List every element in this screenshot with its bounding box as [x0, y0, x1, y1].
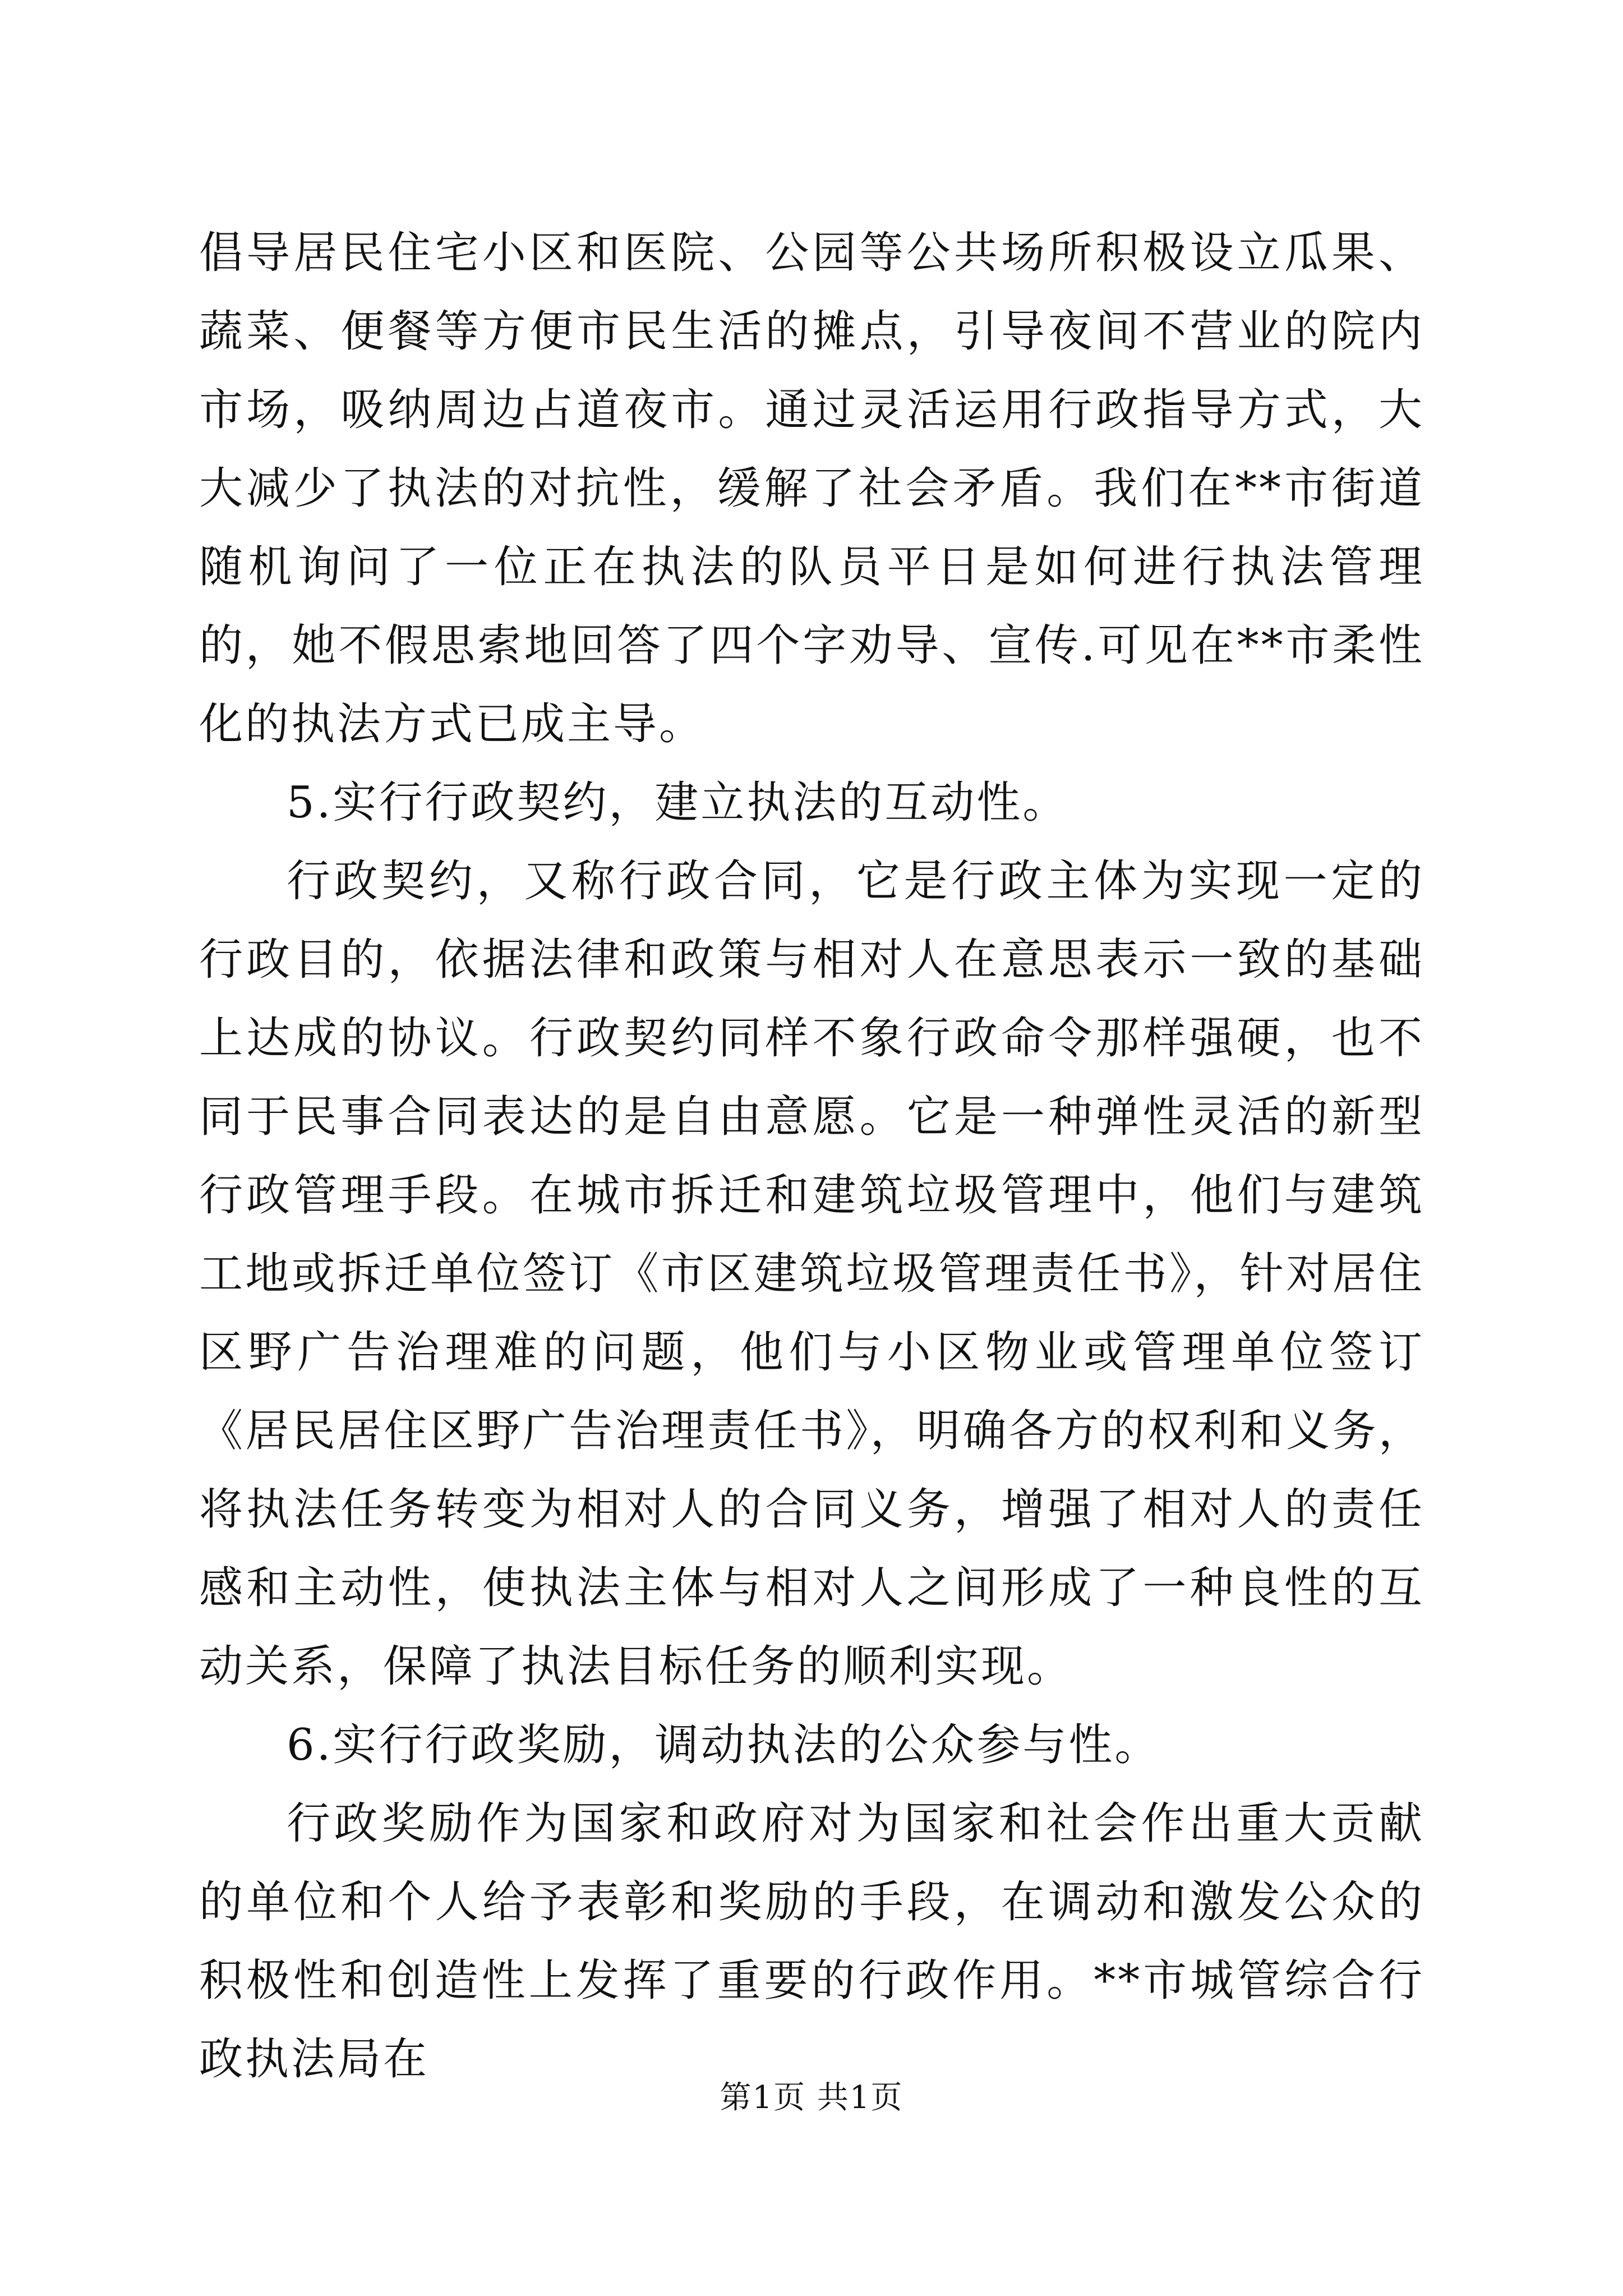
page-footer: 第1页 共1页 — [720, 2079, 903, 2116]
paragraph-3: 行政契约，又称行政合同，它是行政主体为实现一定的行政目的，依据法律和政策与相对人在意思表示一致的基础上达成的协议。行政契约同样不象行政命令那样强硬，也不同于民事合同表达的是自由意愿。它是一种弹性灵活的新型行政管理手段。在城市拆迁和建筑垃圾管理中，他们与建筑工地或拆迁单位签订《市区建筑垃圾管理责任书》，针对居住区野广告治理难的问题，他们与小区物业或管理单位签订《居民居住区野广告治理责任书》，明确各方的权利和义务，将执法任务转变为相对人的合同义务，增强了相对人的责任感和主动性，使执法主体与相对人之间形成了一种良性的互动关系，保障了执法目标任务的顺利实现。 — [199, 856, 1424, 1692]
paragraph-1: 倡导居民住宅小区和医院、公园等公共场所积极设立瓜果、蔬菜、便餐等方便市民生活的摊点，引导夜间不营业的院内市场，吸纳周边占道夜市。通过灵活运用行政指导方式，大大减少了执法的对抗性，缓解了社会矛盾。我们在**市街道随机询问了一位正在执法的队员平日是如何进行执法管理的，她不假思索地回答了四个字劝导、宣传.可见在**市柔性化的执法方式已成主导。 — [199, 228, 1424, 749]
document-body — [199, 214, 1424, 2099]
paragraph-4-heading: 6.实行行政奖励，调动执法的公众参与性。 — [287, 1720, 1161, 1770]
paragraph-2-heading: 5.实行行政契约，建立执法的互动性。 — [287, 777, 1069, 828]
paragraph-5: 行政奖励作为国家和政府对为国家和社会作出重大贡献的单位和个人给予表彰和奖励的手段，在调动和激发公众的积极性和创造性上发挥了重要的行政作用。**市城管综合行政执法局在 — [199, 1798, 1424, 2085]
